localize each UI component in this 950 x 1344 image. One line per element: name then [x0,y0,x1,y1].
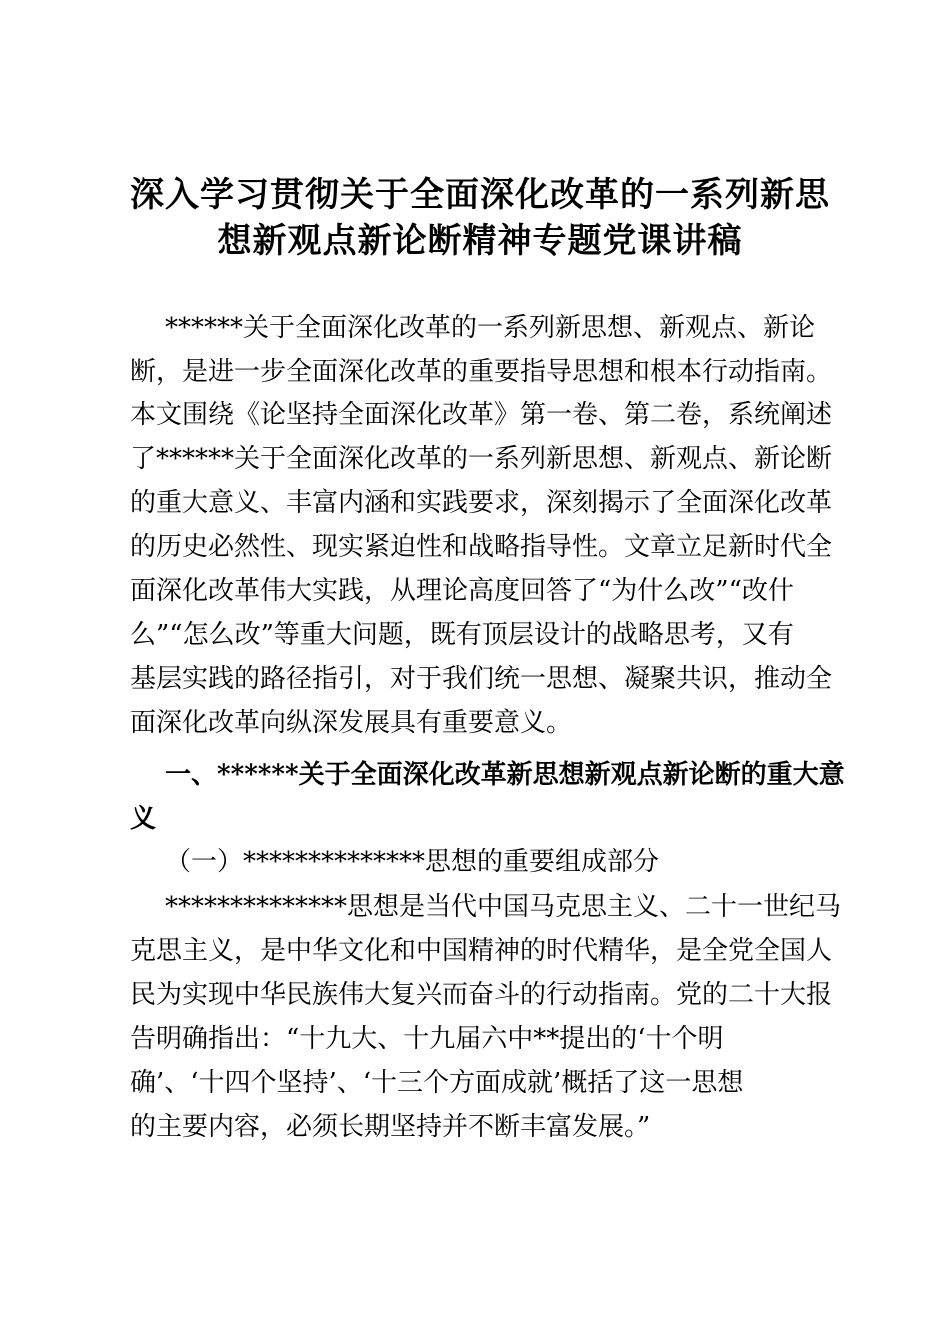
body-line-5: 确’、‘十四个坚持’、‘十三个方面成就’概括了这一思想 [130,1068,744,1098]
intro-line-1: ******关于全面深化改革的一系列新思想、新观点、新论 [165,313,816,343]
intro-line-8: 么”“怎么改”等重大问题，既有顶层设计的战略思考，又有 [130,620,794,650]
intro-line-7: 面深化改革伟大实践，从理论高度回答了“为什么改”“改什 [130,576,794,606]
body-line-4: 告明确指出：“十九大、十九届六中**提出的‘十个明 [130,1024,724,1054]
intro-line-2: 断，是进一步全面深化改革的重要指导思想和根本行动指南。 [130,357,833,387]
section-heading-1-line-1: 一、******关于全面深化改革新思想新观点新论断的重大意 [165,760,845,790]
section-heading-1-line-2: 义 [130,804,157,834]
subsection-heading-1: （一）**************思想的重要组成部分 [165,847,660,877]
document-title-line-2: 想新观点新论断精神专题党课讲稿 [217,221,743,261]
intro-line-4: 了******关于全面深化改革的一系列新思想、新观点、新论断 [130,444,833,474]
intro-line-10: 面深化改革向纵深发展具有重要意义。 [130,708,573,738]
body-line-1: **************思想是当代中国马克思主义、二十一世纪马 [165,892,842,922]
intro-line-5: 的重大意义、丰富内涵和实践要求，深刻揭示了全面深化改革 [130,488,833,518]
intro-line-9: 基层实践的路径指引，对于我们统一思想、凝聚共识，推动全 [130,664,833,694]
intro-line-3: 本文围绕《论坚持全面深化改革》第一卷、第二卷，系统阐述 [130,400,833,430]
intro-line-6: 的历史必然性、现实紧迫性和战略指导性。文章立足新时代全 [130,532,833,562]
body-line-3: 民为实现中华民族伟大复兴而奋斗的行动指南。党的二十大报 [130,980,833,1010]
body-line-2: 克思主义，是中华文化和中国精神的时代精华，是全党全国人 [130,936,833,966]
body-line-6: 的主要内容，必须长期坚持并不断丰富发展。” [130,1112,651,1142]
document-title-line-1: 深入学习贯彻关于全面深化改革的一系列新思 [130,175,830,215]
